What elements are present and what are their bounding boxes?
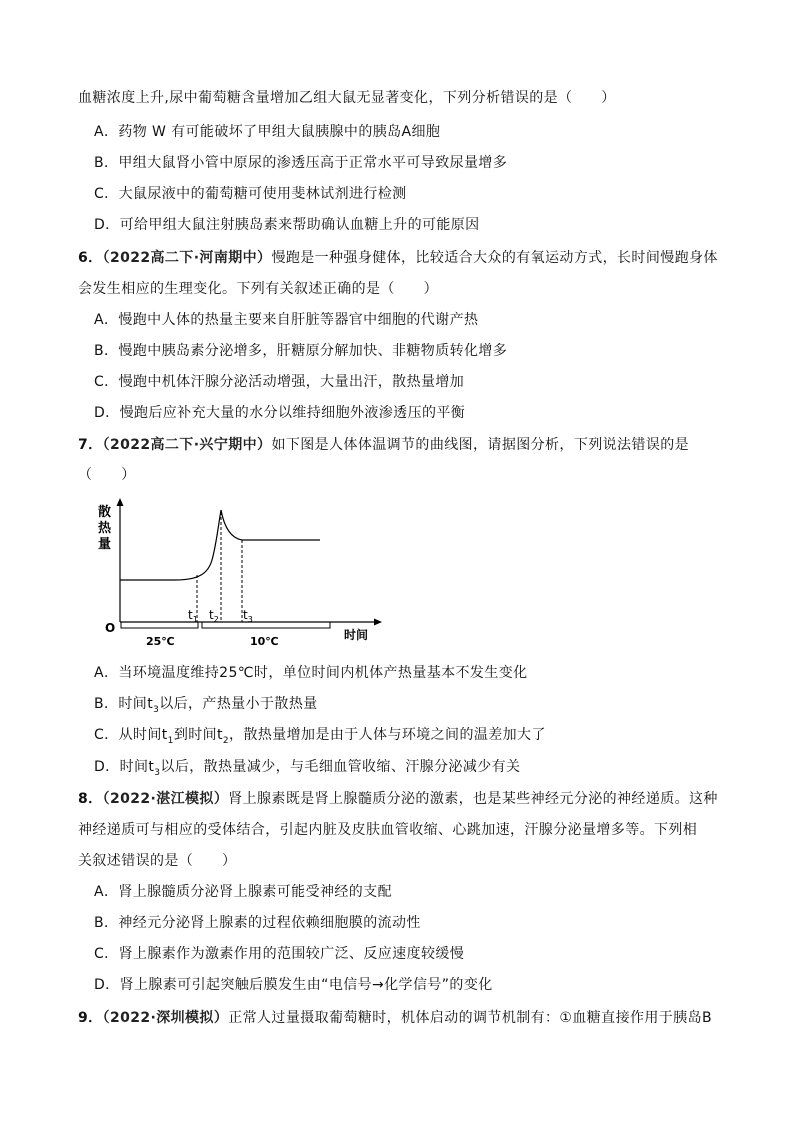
q8-option-b: B．神经元分泌肾上腺素的过程依赖细胞膜的流动性 bbox=[94, 915, 421, 931]
q7-option-b-text2: 以后，产热量小于散热量 bbox=[159, 696, 318, 712]
q9-number: 9． bbox=[78, 1010, 103, 1026]
q7-option-a: A．当环境温度维持25℃时，单位时间内机体产热量基本不发生变化 bbox=[94, 665, 528, 681]
bracket-25c bbox=[121, 622, 198, 628]
q7-stem-line2: （ ） bbox=[78, 467, 136, 483]
t1-label: $t_1$ bbox=[188, 608, 198, 624]
q7-option-c-text3: ，散热量增加是由于人体与环境之间的温差加大了 bbox=[229, 727, 546, 743]
q7-source: （2022高二下·兴宁期中） bbox=[102, 437, 272, 453]
q8-number: 8． bbox=[78, 791, 103, 807]
q7-option-b-text1: B．时间t bbox=[94, 696, 154, 712]
bracket-10c bbox=[202, 622, 330, 628]
q7-option-d-text2: 以后，散热量减少，与毛细血管收缩、汗腺分泌减少有关 bbox=[160, 759, 521, 775]
q8-stem-line1 bbox=[78, 789, 718, 809]
origin-label: O bbox=[105, 621, 116, 635]
q7-option-d-sub: 3 bbox=[154, 767, 161, 778]
q5-option-c: C．大鼠尿液中的葡萄糖可使用斐林试剂进行检测 bbox=[94, 186, 407, 202]
q9-stem-line1 bbox=[78, 1008, 712, 1028]
q7-option-c bbox=[94, 725, 546, 751]
y-label-char-2: 热 bbox=[98, 521, 112, 536]
q5-option-a: A．药物 W 有可能破坏了甲组大鼠胰腺中的胰岛A细胞 bbox=[94, 124, 441, 140]
q6-stem-line2: 会发生相应的生理变化。下列有关叙述正确的是（ ） bbox=[78, 281, 438, 297]
q7-number: 7． bbox=[78, 437, 103, 453]
y-label-char-3: 量 bbox=[98, 537, 112, 552]
x-axis-arrow bbox=[374, 619, 382, 626]
t2-label: $t_2$ bbox=[209, 608, 219, 624]
q5-option-d: D．可给甲组大鼠注射胰岛素来帮助确认血糖上升的可能原因 bbox=[94, 217, 480, 233]
q7-option-d-text1: D．时间t bbox=[94, 759, 155, 775]
q7-stem-text: 如下图是人体体温调节的曲线图，请据图分析，下列说法错误的是 bbox=[271, 437, 690, 453]
q7-option-c-text2: 到时间t bbox=[173, 727, 223, 743]
q9-source: （2022·深圳模拟） bbox=[102, 1010, 229, 1026]
q8-option-d: D．肾上腺素可引起突触后膜发生由“电信号→化学信号”的变化 bbox=[94, 977, 493, 993]
q7-option-b bbox=[94, 694, 318, 720]
q7-option-c-sub1: 1 bbox=[167, 735, 174, 746]
q8-stem-line3: 关叙述错误的是（ ） bbox=[78, 853, 237, 869]
q7-option-c-text1: C．从时间t bbox=[94, 727, 168, 743]
y-axis-arrow bbox=[117, 498, 124, 506]
q8-source: （2022·湛江模拟） bbox=[102, 791, 229, 807]
heat-dissipation-figure bbox=[90, 490, 390, 650]
q6-source: （2022高二下·河南期中） bbox=[102, 250, 272, 266]
q6-option-d: D．慢跑后应补充大量的水分以维持细胞外液渗透压的平衡 bbox=[94, 405, 466, 421]
q8-option-a: A．肾上腺髓质分泌肾上腺素可能受神经的支配 bbox=[94, 884, 392, 900]
q5-option-b: B．甲组大鼠肾小管中原尿的渗透压高于正常水平可导致尿量增多 bbox=[94, 155, 508, 171]
q6-option-c: C．慢跑中机体汗腺分泌活动增强，大量出汗，散热量增加 bbox=[94, 374, 465, 390]
x-label: 时间 bbox=[344, 628, 369, 642]
q9-stem-text: 正常人过量摄取葡萄糖时，机体启动的调节机制有：①血糖直接作用于胰岛B bbox=[228, 1010, 712, 1026]
q7-option-d bbox=[94, 757, 520, 783]
q6-option-a: A．慢跑中人体的热量主要来自肝脏等器官中细胞的代谢产热 bbox=[94, 312, 479, 328]
q8-option-c: C．肾上腺素作为激素作用的范围较广泛、反应速度较缓慢 bbox=[94, 946, 465, 962]
q7-stem-line1 bbox=[78, 435, 689, 455]
heat-curve bbox=[120, 510, 320, 580]
y-label-char-1: 散 bbox=[98, 505, 112, 520]
q5-continuation: 血糖浓度上升,尿中葡萄糖含量增加乙组大鼠无显著变化，下列分析错误的是（ ） bbox=[78, 90, 616, 106]
q6-stem-text: 慢跑是一种强身健体，比较适合大众的有氧运动方式，长时间慢跑身体 bbox=[271, 250, 718, 266]
temp-25-label: 25℃ bbox=[146, 635, 175, 648]
q6-option-b: B．慢跑中胰岛素分泌增多，肝糖原分解加快、非糖物质转化增多 bbox=[94, 343, 508, 359]
q8-stem-line2: 神经递质可与相应的受体结合，引起内脏及皮肤血管收缩、心跳加速，汗腺分泌量增多等。下列相 bbox=[78, 822, 698, 838]
temp-10-label: 10℃ bbox=[250, 635, 279, 648]
q8-stem-text: 肾上腺素既是肾上腺髓质分泌的激素，也是某些神经元分泌的神经递质。这种 bbox=[228, 791, 718, 807]
q7-option-b-sub: 3 bbox=[153, 704, 160, 715]
q6-number: 6． bbox=[78, 250, 103, 266]
q6-stem-line1 bbox=[78, 248, 718, 268]
q7-option-c-sub2: 2 bbox=[222, 735, 230, 746]
t3-label: $t_3$ bbox=[243, 608, 253, 624]
